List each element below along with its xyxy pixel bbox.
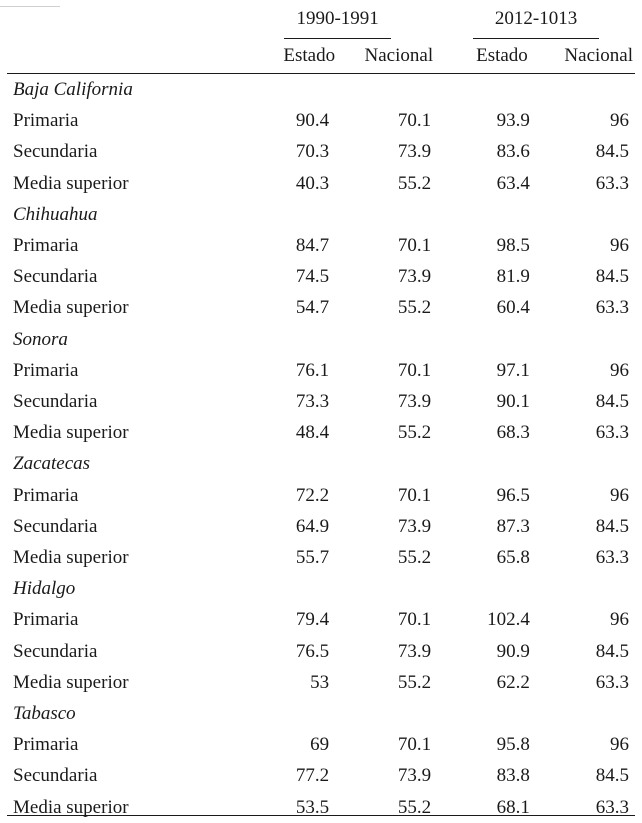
value-estado-2012: 83.6 [496, 141, 530, 163]
value-nacional-2012: 96 [610, 235, 629, 257]
value-nacional-2012: 84.5 [595, 391, 629, 413]
value-nacional-1990: 55.2 [397, 297, 432, 319]
table-row [7, 136, 635, 167]
value-nacional-1990: 70.1 [397, 359, 432, 381]
level-label: Primaria [13, 359, 79, 381]
table-body [7, 0, 635, 823]
table-row [7, 667, 635, 698]
value-nacional-1990: 55.2 [397, 172, 432, 194]
value-nacional-1990: 73.9 [397, 266, 432, 288]
period-1990-header: 1990-1991 [284, 0, 390, 39]
value-estado-2012: 68.1 [496, 796, 530, 818]
value-estado-1990: 79.4 [295, 609, 330, 631]
state-name: Sonora [13, 328, 68, 350]
state-row [7, 448, 635, 479]
level-label: Secundaria [13, 765, 98, 787]
value-nacional-1990: 55.2 [397, 796, 432, 818]
state-row [7, 698, 635, 729]
value-nacional-1990: 73.9 [397, 640, 432, 662]
value-nacional-1990: 73.9 [397, 141, 432, 163]
value-estado-2012: 90.1 [496, 391, 530, 413]
header-empty-cell [7, 39, 238, 74]
value-nacional-2012: 96 [610, 609, 629, 631]
value-estado-2012: 102.4 [487, 609, 530, 631]
value-estado-1990: 76.5 [295, 640, 330, 662]
value-nacional-2012: 96 [610, 484, 629, 506]
period-header-cell [437, 0, 635, 39]
col-nacional-2: Nacional [536, 39, 635, 74]
level-label: Secundaria [13, 391, 98, 413]
value-estado-1990: 53 [310, 671, 330, 693]
state-name: Hidalgo [13, 578, 76, 600]
level-label: Primaria [13, 484, 79, 506]
value-nacional-1990: 73.9 [397, 765, 432, 787]
value-estado-1990: 54.7 [295, 297, 330, 319]
table-row [7, 292, 635, 323]
table-row [7, 480, 635, 511]
value-nacional-2012: 84.5 [595, 640, 629, 662]
state-name: Tabasco [13, 703, 76, 725]
level-label: Secundaria [13, 515, 98, 537]
value-estado-1990: 53.5 [295, 796, 330, 818]
state-name: Baja California [13, 79, 133, 100]
value-nacional-2012: 63.3 [595, 671, 629, 693]
value-nacional-2012: 84.5 [595, 515, 629, 537]
table-row [7, 511, 635, 542]
table-row [7, 417, 635, 448]
value-nacional-1990: 70.1 [397, 609, 432, 631]
value-estado-1990: 70.3 [295, 141, 330, 163]
header-row-periods [7, 0, 635, 39]
value-nacional-2012: 96 [610, 734, 629, 756]
value-nacional-2012: 63.3 [595, 547, 629, 569]
value-estado-2012: 63.4 [496, 172, 530, 194]
value-nacional-2012: 96 [610, 110, 629, 132]
level-label: Media superior [13, 172, 129, 194]
value-estado-2012: 81.9 [496, 266, 530, 288]
level-label: Media superior [13, 671, 129, 693]
value-nacional-1990: 55.2 [397, 547, 432, 569]
value-estado-2012: 93.9 [496, 110, 530, 132]
table-row [7, 636, 635, 667]
value-nacional-1990: 55.2 [397, 671, 432, 693]
period-header-cell [238, 0, 437, 39]
value-estado-1990: 55.7 [295, 547, 330, 569]
value-estado-1990: 73.3 [295, 391, 330, 413]
value-nacional-2012: 96 [610, 359, 629, 381]
table-row [7, 792, 635, 823]
value-estado-2012: 95.8 [496, 734, 530, 756]
value-nacional-2012: 84.5 [595, 141, 629, 163]
level-label: Media superior [13, 297, 129, 319]
value-nacional-1990: 70.1 [397, 484, 432, 506]
header-row-columns [7, 39, 635, 74]
value-estado-1990: 69 [310, 734, 330, 756]
table-row [7, 604, 635, 635]
value-nacional-2012: 63.3 [595, 172, 629, 194]
table-bottom-rule [7, 815, 635, 816]
value-estado-1990: 77.2 [295, 765, 330, 787]
value-estado-2012: 96.5 [496, 484, 530, 506]
value-nacional-2012: 63.3 [595, 796, 629, 818]
value-estado-1990: 90.4 [295, 110, 330, 132]
table-row [7, 386, 635, 417]
value-estado-2012: 62.2 [496, 671, 530, 693]
table-row [7, 729, 635, 760]
value-nacional-2012: 84.5 [595, 765, 629, 787]
state-name: Zacatecas [13, 453, 91, 475]
table-row [7, 261, 635, 292]
col-estado-1: Estado [238, 39, 335, 74]
value-estado-2012: 90.9 [496, 640, 530, 662]
col-estado-2: Estado [437, 39, 536, 74]
state-name: Chihuahua [13, 203, 98, 225]
value-nacional-1990: 70.1 [397, 734, 432, 756]
table-row [7, 760, 635, 791]
period-2012-header: 2012-1013 [473, 0, 599, 39]
value-estado-2012: 83.8 [496, 765, 530, 787]
level-label: Primaria [13, 110, 79, 132]
table-row [7, 168, 635, 199]
value-estado-1990: 64.9 [295, 515, 330, 537]
value-nacional-1990: 70.1 [397, 110, 432, 132]
level-label: Secundaria [13, 141, 98, 163]
value-estado-2012: 98.5 [496, 235, 530, 257]
level-label: Primaria [13, 734, 79, 756]
col-nacional-1: Nacional [335, 39, 437, 74]
level-label: Media superior [13, 796, 129, 818]
value-estado-1990: 74.5 [295, 266, 330, 288]
value-estado-1990: 48.4 [295, 422, 330, 444]
value-estado-1990: 76.1 [295, 359, 330, 381]
table-row [7, 230, 635, 261]
enrollment-table [7, 0, 635, 823]
level-label: Primaria [13, 235, 79, 257]
value-nacional-1990: 73.9 [397, 391, 432, 413]
table-row [7, 105, 635, 136]
level-label: Secundaria [13, 266, 98, 288]
level-label: Media superior [13, 547, 129, 569]
value-estado-2012: 68.3 [496, 422, 530, 444]
value-estado-2012: 87.3 [496, 515, 530, 537]
value-estado-1990: 40.3 [295, 172, 330, 194]
value-nacional-1990: 70.1 [397, 235, 432, 257]
table-row [7, 542, 635, 573]
level-label: Secundaria [13, 640, 98, 662]
value-nacional-1990: 73.9 [397, 515, 432, 537]
value-estado-1990: 84.7 [295, 235, 330, 257]
value-estado-1990: 72.2 [295, 484, 330, 506]
value-estado-2012: 65.8 [496, 547, 530, 569]
value-nacional-2012: 84.5 [595, 266, 629, 288]
table-row [7, 355, 635, 386]
level-label: Primaria [13, 609, 79, 631]
value-estado-2012: 60.4 [496, 297, 530, 319]
value-estado-2012: 97.1 [496, 359, 530, 381]
value-nacional-2012: 63.3 [595, 422, 629, 444]
value-nacional-1990: 55.2 [397, 422, 432, 444]
state-row [7, 199, 635, 230]
state-row [7, 74, 635, 106]
state-row [7, 324, 635, 355]
header-empty-cell [7, 0, 238, 39]
level-label: Media superior [13, 422, 129, 444]
value-nacional-2012: 63.3 [595, 297, 629, 319]
state-row [7, 573, 635, 604]
